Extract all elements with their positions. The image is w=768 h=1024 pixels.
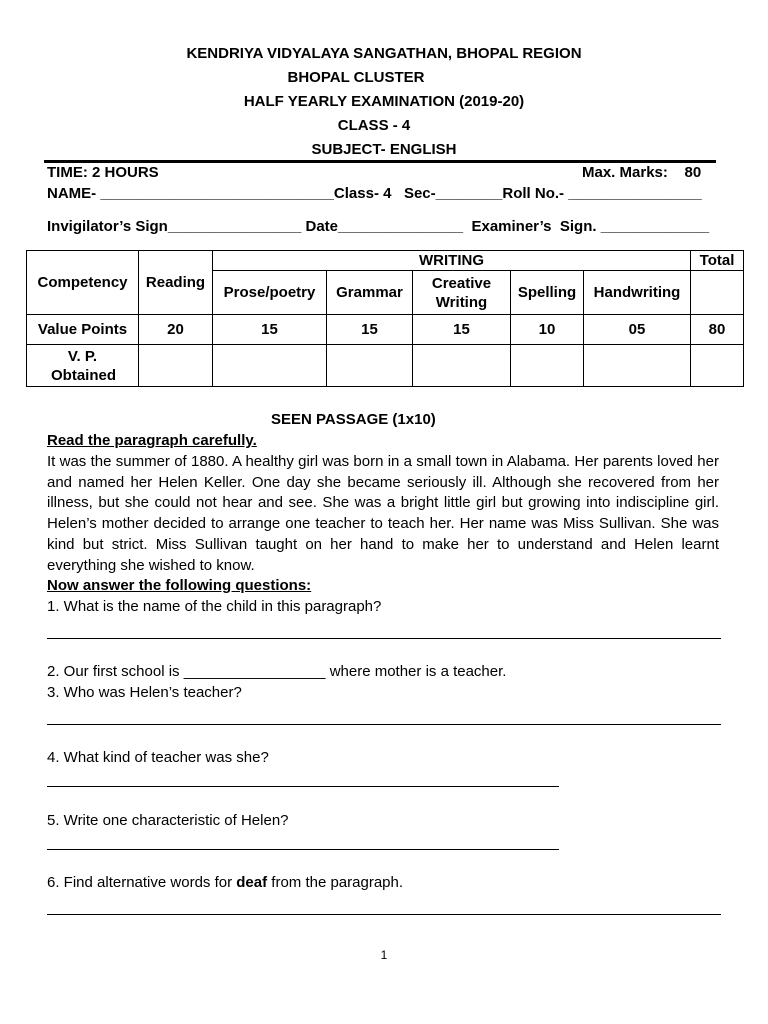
answer-line-6[interactable]	[47, 914, 721, 915]
creative-writing-header: Creative Writing	[413, 271, 511, 315]
question-6-keyword: deaf	[236, 874, 268, 891]
value-points-label: Value Points	[27, 315, 139, 345]
vp-obtained-prose-poetry[interactable]	[213, 345, 327, 387]
value-handwriting: 05	[584, 315, 691, 345]
handwriting-header: Handwriting	[584, 271, 691, 315]
value-grammar: 15	[327, 315, 413, 345]
competency-header: Competency	[27, 251, 139, 315]
question-3: 3. Who was Helen’s teacher?	[47, 684, 242, 701]
answer-line-3[interactable]	[47, 724, 721, 725]
read-instruction: Read the paragraph carefully.	[47, 432, 257, 449]
answer-instruction: Now answer the following questions:	[47, 577, 312, 594]
value-total: 80	[691, 315, 744, 345]
question-4: 4. What kind of teacher was she?	[47, 749, 269, 766]
question-6-prefix: 6. Find alternative words for	[47, 874, 237, 891]
question-6	[47, 873, 403, 893]
answer-line-5[interactable]	[47, 849, 559, 850]
question-2: 2. Our first school is _________________ where mother is a teacher.	[47, 663, 507, 680]
question-5: 5. Write one characteristic of Helen?	[47, 812, 289, 829]
vp-obtained-spelling[interactable]	[511, 345, 584, 387]
grammar-header: Grammar	[327, 271, 413, 315]
value-points-table	[26, 250, 744, 387]
vp-obtained-grammar[interactable]	[327, 345, 413, 387]
vp-obtained-label: V. P. Obtained	[27, 345, 139, 387]
subject-label: SUBJECT- ENGLISH	[311, 141, 457, 158]
class-label: CLASS - 4	[337, 117, 411, 134]
vp-obtained-creative-writing[interactable]	[413, 345, 511, 387]
reading-header: Reading	[139, 251, 213, 315]
name-class-roll-line[interactable]: NAME- ____________________________Class- 4 Sec-________Roll No.- ________________	[47, 185, 702, 202]
max-marks-label: Max. Marks: 80	[582, 164, 702, 181]
writing-header: WRITING	[213, 251, 691, 271]
cluster-name: BHOPAL CLUSTER	[287, 69, 425, 86]
answer-line-1[interactable]	[47, 638, 721, 639]
total-subheader-empty	[691, 271, 744, 315]
value-spelling: 10	[511, 315, 584, 345]
prose-poetry-header: Prose/poetry	[213, 271, 327, 315]
signature-date-line[interactable]: Invigilator’s Sign________________ Date_______________ Examiner’s Sign. _____________	[47, 218, 710, 235]
passage-title: SEEN PASSAGE (1x10)	[271, 411, 436, 428]
vp-obtained-total[interactable]	[691, 345, 744, 387]
vp-obtained-handwriting[interactable]	[584, 345, 691, 387]
page-number: 1	[380, 948, 388, 962]
value-reading: 20	[139, 315, 213, 345]
exam-title: HALF YEARLY EXAMINATION (2019-20)	[243, 93, 525, 110]
vp-obtained-reading[interactable]	[139, 345, 213, 387]
spelling-header: Spelling	[511, 271, 584, 315]
school-name: KENDRIYA VIDYALAYA SANGATHAN, BHOPAL REGION	[186, 45, 582, 62]
value-creative-writing: 15	[413, 315, 511, 345]
total-header: Total	[691, 251, 744, 271]
question-6-suffix: from the paragraph.	[267, 874, 404, 891]
time-label: TIME: 2 HOURS	[47, 164, 159, 181]
value-prose-poetry: 15	[213, 315, 327, 345]
answer-line-4[interactable]	[47, 786, 559, 787]
question-1: 1. What is the name of the child in this paragraph?	[47, 598, 382, 615]
passage-text: It was the summer of 1880. A healthy girl was born in a small town in Alabama. Her parents loved her and named her Helen Keller. One day she became seriously ill. Although she recovered from her illness, but she could not hear and see. She was a bright little girl but growing into indiscipline girl. Helen’s mother decided to arrange one teacher to teach her. Her name was Miss Sullivan. She was kind but strict. Miss Sullivan taught on her hand to make her to understand and Helen learnt everything she wished to know.	[47, 453, 719, 574]
